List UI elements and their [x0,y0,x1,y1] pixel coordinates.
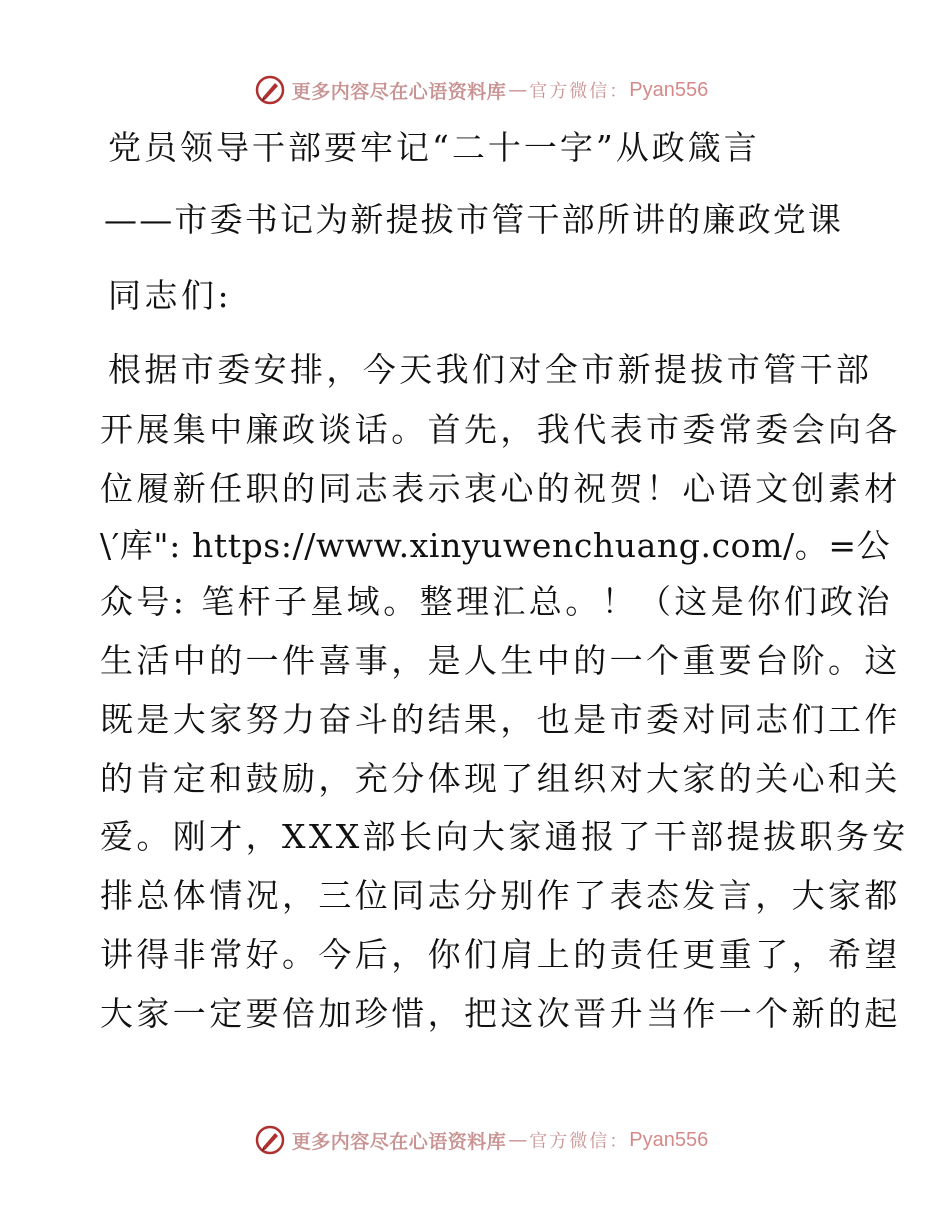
document-subtitle: ——市委书记为新提拔市管干部所讲的廉政党课 [104,200,844,239]
footer-watermark [0,1120,950,1160]
watermark-official-label: 官方微信： [529,1131,630,1152]
watermark-separator: — [508,79,528,101]
watermark-wechat-id: Pyan556 [629,78,709,101]
header-watermark [0,70,950,110]
body-line: 爱。刚才，XXX部长向大家通报了干部提拔职务安 [100,817,909,856]
watermark-official-label: 官方微信： [529,81,630,102]
pen-logo-icon [254,1124,286,1156]
document-title: 党员领导干部要牢记“二十一字”从政箴言 [108,128,760,167]
watermark-site-text: 更多内容尽在心语资料库 [291,1130,507,1153]
body-line: 开展集中廉政谈话。首先，我代表市委常委会向各 [100,410,901,449]
watermark-wechat-id: Pyan556 [629,1128,709,1151]
body-line: 排总体情况，三位同志分别作了表态发言，大家都 [100,876,901,915]
body-line: 大家一定要倍加珍惜，把这次晋升当作一个新的起 [100,994,901,1033]
body-line: 生活中的一件喜事，是人生中的一个重要台阶。这 [100,641,901,680]
body-line: 的肯定和鼓励，充分体现了组织对大家的关心和关 [100,759,901,798]
body-line: \′库": https://www.xinyuwenchuang.com/。=公 [100,526,891,565]
body-line: 讲得非常好。今后，你们肩上的责任更重了，希望 [100,935,901,974]
body-line: 既是大家努力奋斗的结果，也是市委对同志们工作 [100,700,901,739]
body-line: 众号: 笔杆子星域。整理汇总。！（这是你们政治 [100,582,893,621]
watermark-site-text: 更多内容尽在心语资料库 [291,80,507,103]
body-line: 位履新任职的同志表示衷心的祝贺！心语文创素材 [100,469,901,508]
body-line: 根据市委安排，今天我们对全市新提拔市管干部 [108,350,873,389]
pen-logo-icon [254,74,286,106]
salutation: 同志们: [108,276,233,315]
watermark-separator: — [508,1129,528,1151]
